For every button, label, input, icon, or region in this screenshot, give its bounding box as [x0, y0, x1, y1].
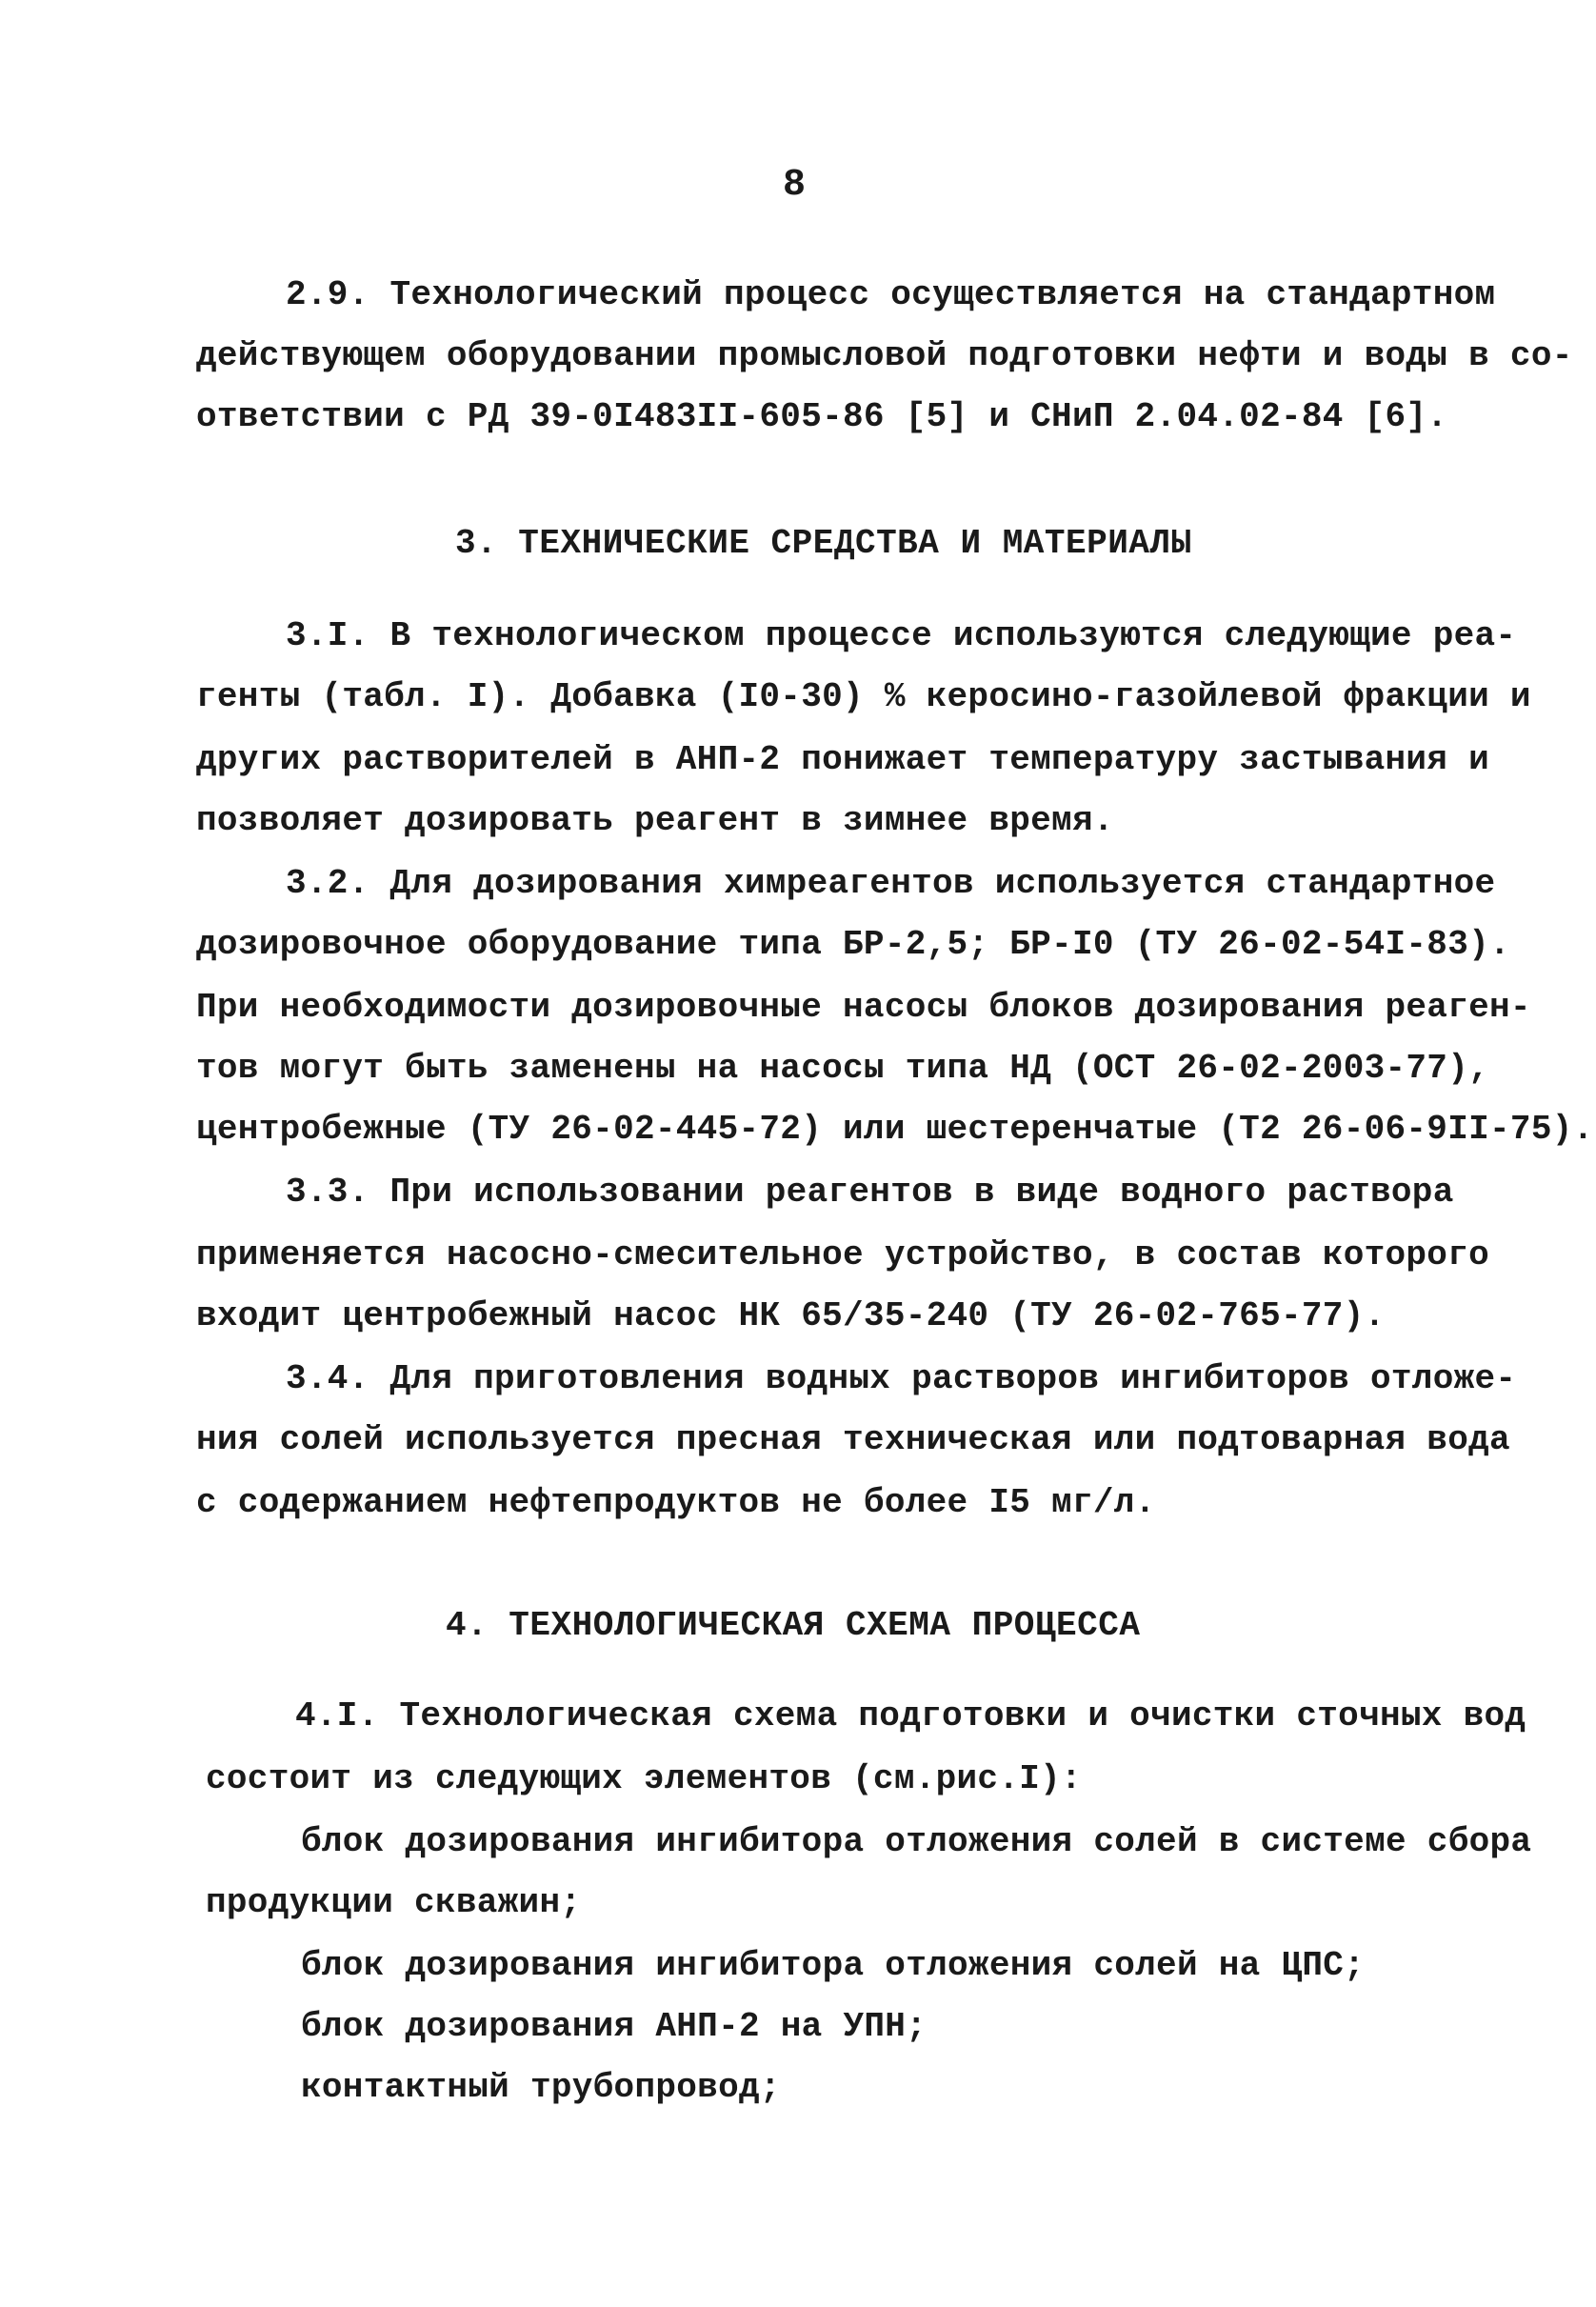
text-line: применяется насосно-смесительное устройство, в состав которого	[196, 1235, 1490, 1274]
text-line: 3.4. Для приготовления водных растворов ингибиторов отложе-	[286, 1359, 1517, 1398]
section-4-heading: 4. ТЕХНОЛОГИЧЕСКАЯ СХЕМА ПРОЦЕССА	[446, 1606, 1141, 1645]
text-line: ния солей используется пресная техническая или подтоварная вода	[196, 1420, 1510, 1459]
list-item: контактный трубопровод;	[301, 2068, 781, 2107]
text-line: 3.2. Для дозирования химреагентов используется стандартное	[286, 864, 1496, 903]
list-item: блок дозирования АНП-2 на УПН;	[301, 2007, 928, 2046]
text-line: центробежные (ТУ 26-02-445-72) или шестеренчатые (Т2 26-06-9II-75).	[196, 1110, 1594, 1149]
list-item: блок дозирования ингибитора отложения солей на ЦПС;	[301, 1946, 1366, 1985]
text-line: ответствии с РД 39-0I483II-605-86 [5] и СНиП 2.04.02-84 [6].	[196, 397, 1448, 436]
list-item: продукции скважин;	[206, 1883, 582, 1922]
text-line: других растворителей в АНП-2 понижает температуру застывания и	[196, 740, 1490, 779]
text-line: генты (табл. I). Добавка (I0-30) % керосино-газойлевой фракции и	[196, 677, 1531, 716]
text-line: дозировочное оборудование типа БР-2,5; БР-I0 (ТУ 26-02-54I-83).	[196, 925, 1510, 964]
text-line: с содержанием нефтепродуктов не более I5 мг/л.	[196, 1483, 1156, 1522]
text-line: 2.9. Технологический процесс осуществляется на стандартном	[286, 275, 1496, 314]
text-line: состоит из следующих элементов (см.рис.I):	[206, 1759, 1082, 1798]
text-line: При необходимости дозировочные насосы блоков дозирования реаген-	[196, 988, 1531, 1027]
text-line: 3.3. При использовании реагентов в виде водного раствора	[286, 1173, 1454, 1212]
text-line: 4.I. Технологическая схема подготовки и очистки сточных вод	[295, 1696, 1526, 1735]
text-line: 3.I. В технологическом процессе используются следующие реа-	[286, 616, 1517, 655]
list-item: блок дозирования ингибитора отложения солей в системе сбора	[301, 1822, 1532, 1861]
page-number: 8	[783, 164, 807, 207]
text-line: действующем оборудовании промысловой подготовки нефти и воды в со-	[196, 336, 1573, 375]
section-3-heading: 3. ТЕХНИЧЕСКИЕ СРЕДСТВА И МАТЕРИАЛЫ	[455, 524, 1192, 563]
text-line: тов могут быть заменены на насосы типа НД (ОСТ 26-02-2003-77),	[196, 1049, 1490, 1088]
text-line: позволяет дозировать реагент в зимнее время.	[196, 801, 1114, 840]
text-line: входит центробежный насос НК 65/35-240 (ТУ 26-02-765-77).	[196, 1296, 1386, 1335]
